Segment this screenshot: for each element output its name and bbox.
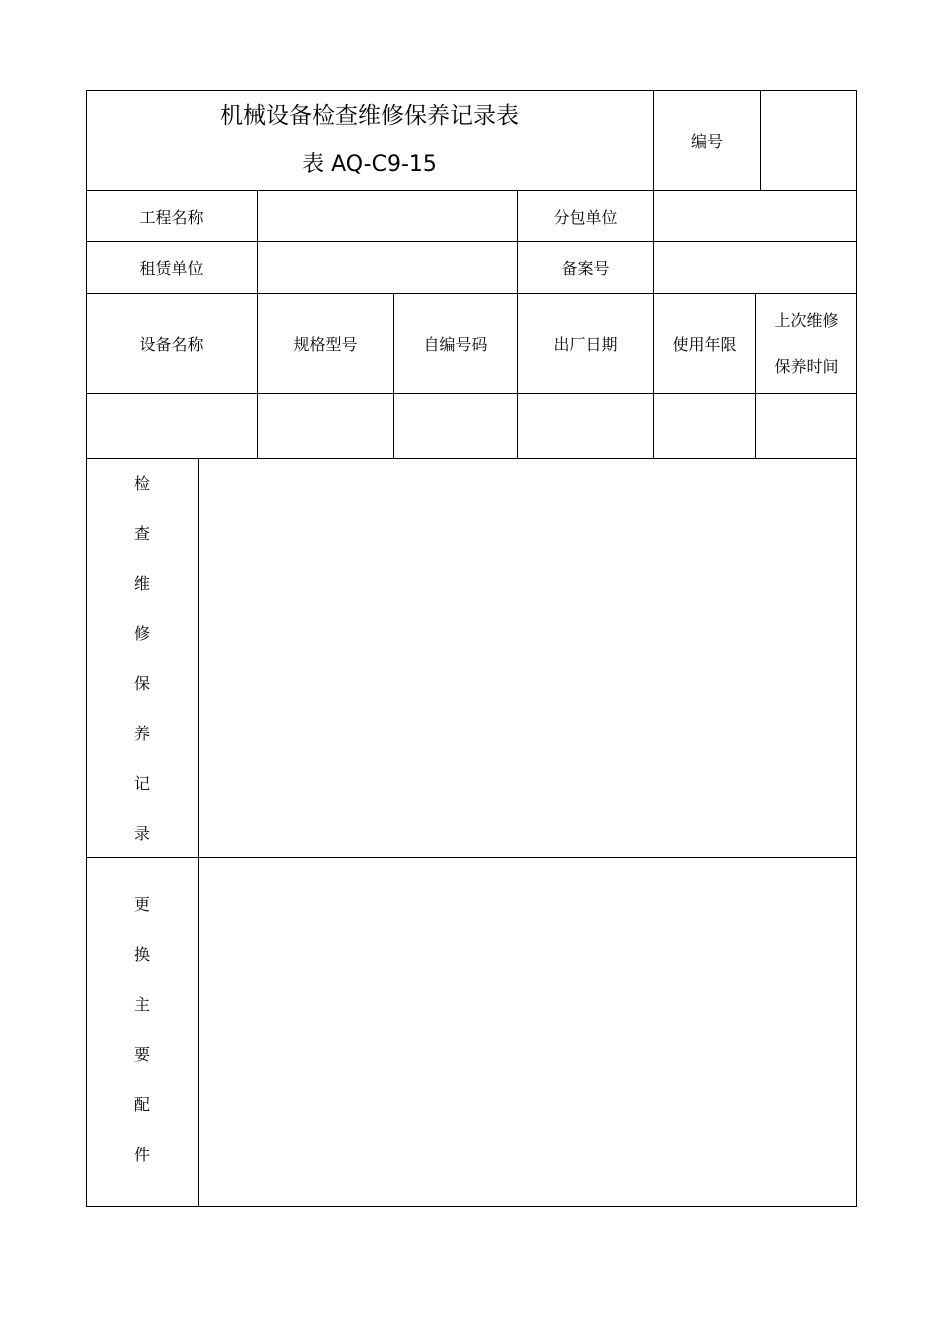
- form-code: 表 AQ-C9-15: [302, 151, 437, 177]
- subcontractor-label: 分包单位: [517, 190, 653, 241]
- spec-model-field[interactable]: [257, 393, 393, 458]
- self-code-header: 自编号码: [393, 293, 517, 393]
- project-name-field[interactable]: [257, 190, 517, 241]
- subcontractor-field[interactable]: [653, 190, 857, 241]
- inspection-record-field[interactable]: [198, 458, 857, 857]
- last-maintenance-header-line1: 上次维修: [774, 311, 839, 330]
- maintenance-record-form: [86, 90, 857, 1207]
- service-life-field[interactable]: [653, 393, 755, 458]
- filing-number-field[interactable]: [653, 241, 857, 293]
- inspection-record-label-char: 查: [133, 524, 150, 543]
- parts-replaced-label-char: 主: [133, 995, 150, 1014]
- last-maintenance-header-line2: 保养时间: [774, 357, 839, 376]
- self-code-field[interactable]: [393, 393, 517, 458]
- inspection-record-label-char: 录: [133, 824, 150, 843]
- equipment-name-header: 设备名称: [86, 293, 257, 393]
- inspection-record-label-char: 保: [133, 674, 150, 693]
- parts-replaced-label-char: 换: [133, 945, 150, 964]
- parts-replaced-label-char: 更: [133, 895, 150, 914]
- last-maintenance-field[interactable]: [755, 393, 857, 458]
- parts-replaced-label: [86, 857, 198, 1207]
- inspection-record-label-char: 修: [133, 624, 150, 643]
- lessor-label: 租赁单位: [86, 241, 257, 293]
- parts-replaced-label-char: 要: [133, 1045, 150, 1064]
- factory-date-header: 出厂日期: [517, 293, 653, 393]
- number-label: 编号: [653, 90, 760, 190]
- parts-replaced-label-char: 配: [133, 1095, 150, 1114]
- inspection-record-label-char: 维: [133, 574, 150, 593]
- project-name-label: 工程名称: [86, 190, 257, 241]
- filing-number-label: 备案号: [517, 241, 653, 293]
- inspection-record-label-char: 记: [133, 774, 150, 793]
- equipment-name-field[interactable]: [86, 393, 257, 458]
- service-life-header: 使用年限: [653, 293, 755, 393]
- form-title: 机械设备检查维修保养记录表: [220, 102, 519, 129]
- parts-replaced-label-char: 件: [133, 1145, 150, 1164]
- last-maintenance-header: [755, 293, 857, 393]
- parts-replaced-field[interactable]: [198, 857, 857, 1207]
- inspection-record-label-char: 养: [133, 724, 150, 743]
- factory-date-field[interactable]: [517, 393, 653, 458]
- lessor-field[interactable]: [257, 241, 517, 293]
- inspection-record-label: [86, 458, 198, 857]
- number-field[interactable]: [760, 90, 857, 190]
- inspection-record-label-char: 检: [133, 474, 150, 493]
- form-title-block: [86, 90, 653, 190]
- spec-model-header: 规格型号: [257, 293, 393, 393]
